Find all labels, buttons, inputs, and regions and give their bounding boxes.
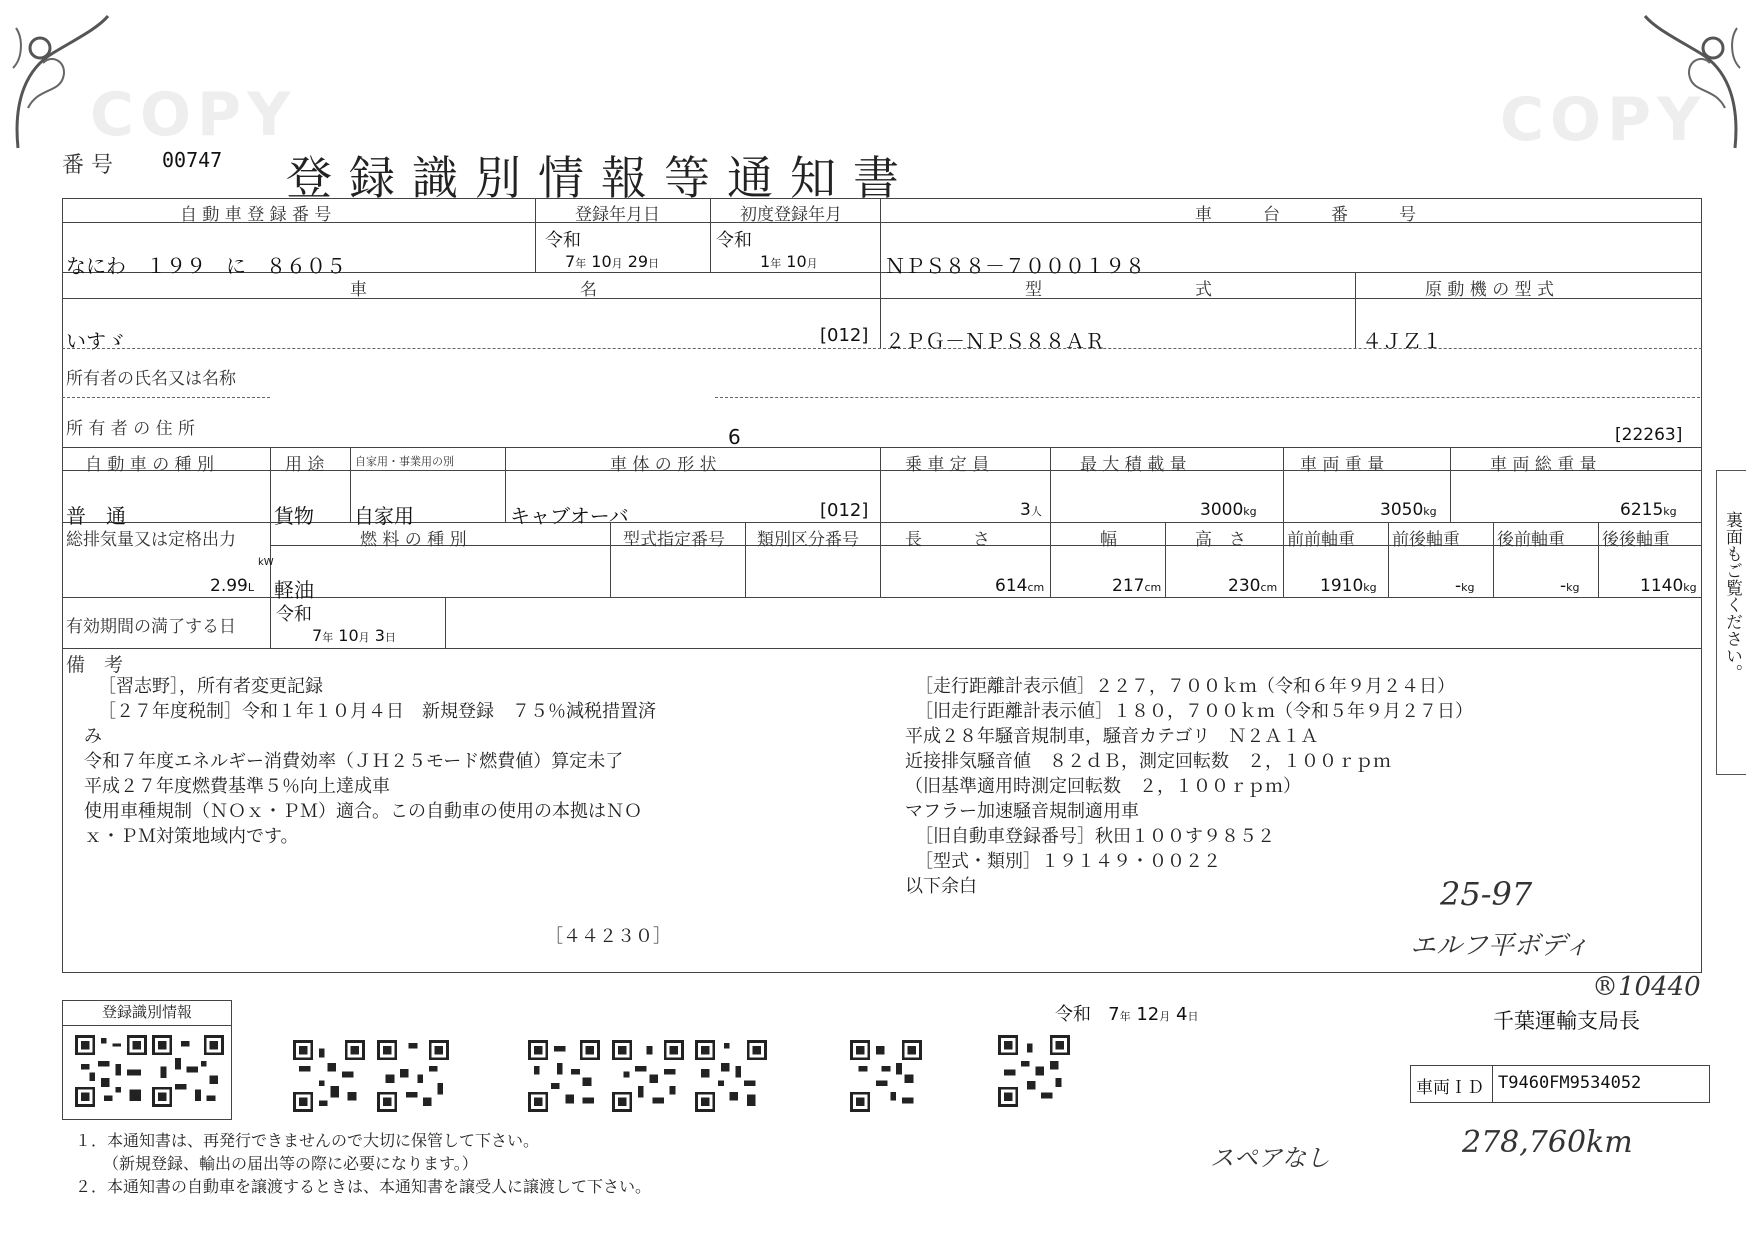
remark-line: ｘ・ＰＭ対策地域内です。	[84, 826, 299, 847]
body-value: キャブオーバ	[510, 504, 629, 528]
handwritten-code: 25-97	[1440, 875, 1533, 913]
validity-value: 7年 10月 3日	[312, 626, 396, 645]
owner-addr-code: [22263]	[1615, 425, 1683, 445]
reg-no-label: 自 動 車 登 録 番 号	[180, 205, 332, 225]
max-load-label: 最 大 積 載 量	[1080, 455, 1187, 475]
footer-note: （新規登録、輸出の届出等の際に必要になります。）	[95, 1154, 478, 1173]
side-note	[1716, 470, 1746, 775]
max-load-value: 3000kg	[1200, 500, 1257, 520]
remarks-label: 備 考	[66, 654, 124, 676]
chassis-value: ＮＰＳ８８－７０００１９８	[885, 254, 1145, 278]
height-value: 230cm	[1228, 576, 1278, 596]
qr-code	[75, 1035, 147, 1107]
remark-line: 使用車種規制（ＮＯｘ・ＰＭ）適合。この自動車の使用の本拠はＮＯ	[84, 801, 642, 822]
height-label: 高 さ	[1195, 530, 1246, 550]
remark-line: ［２７年度税制］令和１年１０月４日 新規登録 ７５％減税措置済	[98, 701, 656, 722]
kind-label: 自 動 車 の 種 別	[85, 455, 215, 475]
disp-unit: kW	[258, 557, 274, 568]
rr-label: 後後軸重	[1602, 530, 1670, 550]
name-label-a: 車	[350, 280, 367, 300]
body-code: [012]	[820, 500, 869, 521]
qr-code	[152, 1035, 224, 1107]
qr-id-box-label: 登録識別情報	[101, 1003, 192, 1021]
capacity-label: 乗 車 定 員	[905, 455, 990, 475]
remark-line: マフラー加速騒音規制適用車	[905, 801, 1139, 822]
corner-ornament-left	[8, 8, 118, 158]
remark-line: 平成２８年騒音規制車，騒音カテゴリ Ｎ２Ａ１Ａ	[905, 726, 1319, 747]
ff-value: 1910kg	[1320, 576, 1377, 596]
capacity-value: 3人	[1020, 500, 1042, 520]
remark-line: 近接排気騒音値 ８２ｄＢ，測定回転数 ２，１００ｒｐｍ	[905, 751, 1391, 772]
qr-code	[293, 1040, 365, 1112]
fuel-label: 燃 料 の 種 別	[360, 530, 467, 550]
disp-value: 2.99L	[210, 576, 254, 596]
qr-code	[695, 1040, 767, 1112]
copy-watermark: COPY	[90, 80, 297, 150]
handwritten-body-type: エルフ平ボディ	[1410, 931, 1590, 961]
remark-line: ［習志野］，所有者変更記録	[98, 676, 323, 697]
kind-value: 普 通	[66, 504, 126, 528]
qr-code	[612, 1040, 684, 1112]
copy-watermark: COPY	[1500, 85, 1707, 155]
type-no-label: 型式指定番号	[623, 530, 725, 550]
qr-id-box-header	[62, 1000, 232, 1026]
handwritten-mileage: 278,760km	[1462, 1125, 1633, 1160]
remarks-code: ［４４２３０］	[545, 926, 671, 947]
fr-label: 前後軸重	[1392, 530, 1460, 550]
issuer: 千葉運輸支局長	[1493, 1009, 1640, 1033]
document-title: 登録識別情報等通知書	[286, 151, 916, 205]
side-note-text: 裏面もご覧ください。	[1722, 511, 1742, 681]
number-value: 00747	[162, 148, 223, 172]
footer-note: ２．本通知書の自動車を譲渡するときは、本通知書を譲受人に譲渡して下さい。	[75, 1177, 652, 1196]
body-label: 車 体 の 形 状	[610, 455, 717, 475]
remark-line: み	[84, 726, 102, 747]
reg-date-era: 令和	[545, 230, 581, 251]
private-value: 自家用	[354, 504, 414, 528]
disp-label: 総排気量又は定格出力	[66, 530, 236, 550]
reg-no-value: なにわ １９９ に ８６０５	[66, 254, 346, 278]
remark-line: ［型式・類別］１９１４９・００２２	[915, 851, 1221, 872]
use-value: 貨物	[274, 504, 314, 528]
gross-label: 車 両 総 重 量	[1490, 455, 1597, 475]
remark-line: （旧基準適用時測定回転数 ２，１００ｒｐｍ）	[905, 776, 1301, 797]
remark-line: ［旧走行距離計表示値］１８０，７００ｋｍ（令和５年９月２７日）	[915, 701, 1473, 722]
qr-code	[377, 1040, 449, 1112]
remark-line: 令和７年度エネルギー消費効率（ＪＨ２５モード燃費値）算定未了	[84, 751, 624, 772]
rr-value: 1140kg	[1640, 576, 1697, 596]
length-value: 614cm	[995, 576, 1045, 596]
name-code: [012]	[820, 325, 869, 346]
class-no-label: 類別区分番号	[757, 530, 859, 550]
qr-code	[850, 1040, 922, 1112]
remark-line: ［走行距離計表示値］２２７，７００ｋｍ（令和６年９月２４日）	[915, 676, 1455, 697]
owner-name-label: 所有者の氏名又は名称	[66, 369, 236, 389]
chassis-label: 車 台 番 号	[1195, 205, 1416, 225]
owner-addr-label: 所 有 者 の 住 所	[66, 419, 196, 439]
rf-label: 後前軸重	[1497, 530, 1565, 550]
weight-value: 3050kg	[1380, 500, 1437, 520]
rf-value: -kg	[1560, 576, 1580, 596]
first-reg-value: 1年 10月	[760, 252, 818, 271]
first-reg-era: 令和	[716, 230, 752, 251]
reg-date-label: 登録年月日	[575, 205, 660, 225]
issue-date: 令和 7年 12月 4日	[1055, 1004, 1199, 1025]
qr-code	[998, 1035, 1070, 1107]
width-label: 幅	[1100, 530, 1117, 550]
reg-date-value: 7年 10月 29日	[565, 252, 660, 271]
length-label: 長 さ	[905, 530, 990, 550]
model-value: ２ＰＧ－ＮＰＳ８８ＡＲ	[885, 329, 1105, 353]
remark-line: 平成２７年度燃費基準５％向上達成車	[84, 776, 390, 797]
owner-addr-fragment: 6	[728, 425, 741, 449]
first-reg-label: 初度登録年月	[740, 205, 842, 225]
vehicle-id-value: T9460FM9534052	[1498, 1073, 1642, 1093]
ff-label: 前前軸重	[1287, 530, 1355, 550]
use-label: 用 途	[285, 455, 325, 475]
validity-label: 有効期間の満了する日	[66, 617, 236, 637]
corner-ornament-right	[1635, 8, 1745, 158]
qr-code	[528, 1040, 600, 1112]
number-label: 番 号	[62, 153, 113, 178]
weight-label: 車 両 重 量	[1300, 455, 1385, 475]
gross-value: 6215kg	[1620, 500, 1677, 520]
remark-line: 以下余白	[905, 876, 977, 897]
handwritten-mark: ®10440	[1592, 972, 1701, 1002]
name-label-b: 名	[580, 280, 597, 300]
engine-label: 原 動 機 の 型 式	[1425, 280, 1555, 300]
private-label: 自家用・事業用の別	[355, 455, 454, 468]
engine-value: ４ＪＺ１	[1362, 329, 1442, 353]
remark-line: ［旧自動車登録番号］秋田１００す９８５２	[915, 826, 1275, 847]
model-label-a: 型	[1025, 280, 1042, 300]
handwritten-no-spare: スペアなし	[1210, 1144, 1330, 1172]
vehicle-id-label: 車両ＩＤ	[1416, 1078, 1484, 1098]
width-value: 217cm	[1112, 576, 1162, 596]
model-label-b: 式	[1195, 280, 1212, 300]
name-value: いすゞ	[66, 329, 126, 353]
footer-note: １．本通知書は、再発行できませんので大切に保管して下さい。	[75, 1131, 540, 1150]
fuel-value: 軽油	[274, 578, 314, 602]
fr-value: -kg	[1455, 576, 1475, 596]
validity-era: 令和	[276, 604, 312, 625]
